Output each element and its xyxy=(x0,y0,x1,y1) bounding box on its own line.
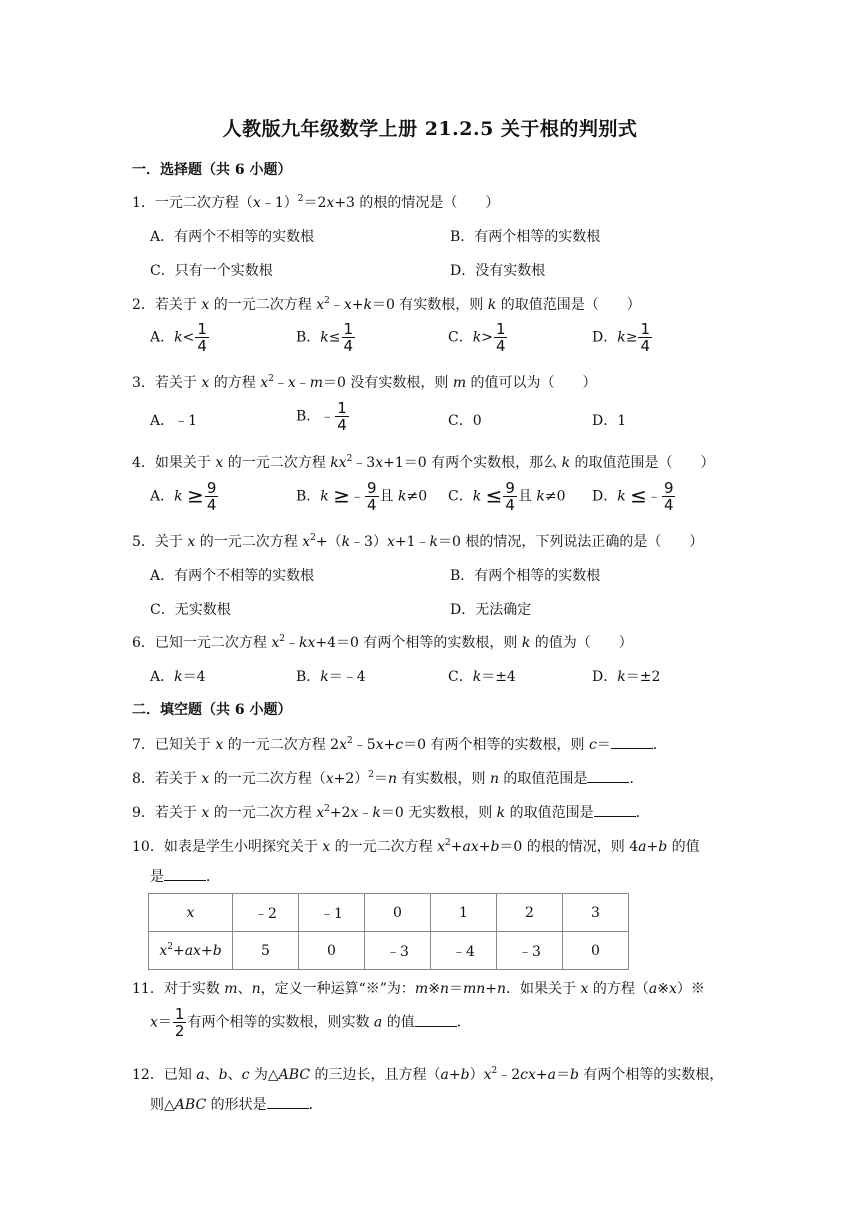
table-cell: 3 xyxy=(563,894,629,932)
q1-option-d: D．没有实数根 xyxy=(450,263,546,279)
table-cell: 1 xyxy=(431,894,497,932)
question-12-cont: 则△ABC 的形状是 ． xyxy=(150,1097,323,1113)
table-cell: ﹣3 xyxy=(497,932,563,970)
q2-option-d: D．k≥ $\frac{1}{4}$ xyxy=(592,320,650,355)
page-title: 人教版九年级数学上册 21.2.5 关于根的判别式 xyxy=(222,118,638,140)
section-heading-choice: 一．选择题（共 6 小题） xyxy=(132,162,292,178)
table-cell: ﹣4 xyxy=(431,932,497,970)
answer-blank xyxy=(267,1096,309,1109)
q5-option-a: A．有两个不相等的实数根 xyxy=(150,568,315,584)
question-12: 12．已知 a、b、c 为△ABC 的三边长，且方程$(a+b)x^2﹣2cx+a=b$ 有两个相等的实数根， xyxy=(132,1066,724,1083)
table-header-cell: x xyxy=(149,894,233,932)
question-9: 9．若关于 x 的一元二次方程 $x^2+2x﹣k=0$ 无实数根，则 k 的取值范围是 ． xyxy=(132,804,650,821)
q3-option-d: D．1 xyxy=(592,413,627,429)
question-3: 3．若关于 x 的方程 $x^2﹣x﹣m=0$ 没有实数根，则 m 的值可以为（ ） xyxy=(132,374,597,391)
table-cell: 2 xyxy=(497,894,563,932)
table-cell: ﹣2 xyxy=(233,894,299,932)
question-1: 1．一元二次方程（x﹣1）$^2$＝2x+3 的根的情况是（ ） xyxy=(132,194,500,211)
q1-option-a: A．有两个不相等的实数根 xyxy=(150,229,315,245)
q4-option-c: C．k ≤ $\frac{9}{4}$ 且 k≠0 xyxy=(448,479,566,514)
question-11-cont: x＝ $\frac{1}{2}$ 有两个相等的实数根，则实数 a 的值 ． xyxy=(150,1005,471,1040)
q5-option-d: D．无法确定 xyxy=(450,602,532,618)
table-cell: 0 xyxy=(365,894,431,932)
q4-option-b: B．k ≥﹣ $\frac{9}{4}$ 且 k≠0 xyxy=(296,479,428,514)
q2-option-c: C．k> $\frac{1}{4}$ xyxy=(448,320,506,355)
q6-option-b: B．k＝﹣4 xyxy=(296,669,366,685)
section-heading-fill: 二．填空题（共 6 小题） xyxy=(132,702,292,718)
table-header-cell: $x^2+ax+b$ xyxy=(149,932,233,970)
table-row xyxy=(149,932,629,970)
q3-option-a: A．﹣1 xyxy=(150,413,198,429)
table-cell: 0 xyxy=(563,932,629,970)
answer-blank xyxy=(594,804,636,817)
q5-option-b: B．有两个相等的实数根 xyxy=(450,568,601,584)
q3-option-b: B．﹣ $\frac{1}{4}$ xyxy=(296,399,347,434)
table-cell: ﹣1 xyxy=(299,894,365,932)
question-10-cont: 是 ． xyxy=(150,869,220,885)
table-row xyxy=(149,894,629,932)
q1-option-c: C．只有一个实数根 xyxy=(150,263,273,279)
question-2: 2．若关于 x 的一元二次方程 $x^2﹣x+k=0$ 有实数根，则 k 的取值范围是（ ） xyxy=(132,296,641,313)
q3-option-c: C．0 xyxy=(448,413,482,429)
q2-option-a: A．k< $\frac{1}{4}$ xyxy=(150,320,207,355)
question-5: 5．关于 x 的一元二次方程 $x^2+(k﹣3)x+1﹣k=0$ 根的情况，下列说法正确的是（ ） xyxy=(132,533,704,550)
question-4: 4．如果关于 x 的一元二次方程 $kx^2﹣3x+1=0$ 有两个实数根，那么 k 的取值范围是（ ） xyxy=(132,454,715,471)
question-7: 7．已知关于 x 的一元二次方程 $2x^2﹣5x+c=0$ 有两个相等的实数根，则 c＝ ． xyxy=(132,736,667,753)
answer-blank xyxy=(164,868,206,881)
question-6: 6．已知一元二次方程 $x^2﹣kx+4=0$ 有两个相等的实数根，则 k 的值为（ ） xyxy=(132,634,633,651)
question-8: 8．若关于 x 的一元二次方程$(x+2)^2=n$ 有实数根，则 n 的取值范围是 ． xyxy=(132,770,644,787)
q2-option-b: B．k≤ $\frac{1}{4}$ xyxy=(296,320,354,355)
answer-blank xyxy=(587,770,629,783)
answer-blank xyxy=(415,1014,457,1027)
q1-option-b: B．有两个相等的实数根 xyxy=(450,229,601,245)
q6-option-a: A．k＝4 xyxy=(150,669,206,685)
q6-option-d: D．k＝±2 xyxy=(592,669,661,685)
q5-option-c: C．无实数根 xyxy=(150,602,231,618)
table-cell: 5 xyxy=(233,932,299,970)
answer-blank xyxy=(611,736,653,749)
q4-option-a: A．k ≥ $\frac{9}{4}$ xyxy=(150,479,217,514)
q4-option-d: D．k ≤﹣ $\frac{9}{4}$ xyxy=(592,479,674,514)
question-11: 11．对于实数 m、n，定义一种运算“※”为：m※n＝mn+n．如果关于 x 的方程（a※x）※ xyxy=(132,981,705,997)
q6-option-c: C．k＝±4 xyxy=(448,669,516,685)
table-cell: ﹣3 xyxy=(365,932,431,970)
values-table xyxy=(148,893,629,970)
table-cell: 0 xyxy=(299,932,365,970)
question-10: 10．如表是学生小明探究关于 x 的一元二次方程 $x^2+ax+b=0$ 的根的情况，则 4a+b 的值 xyxy=(132,838,700,855)
